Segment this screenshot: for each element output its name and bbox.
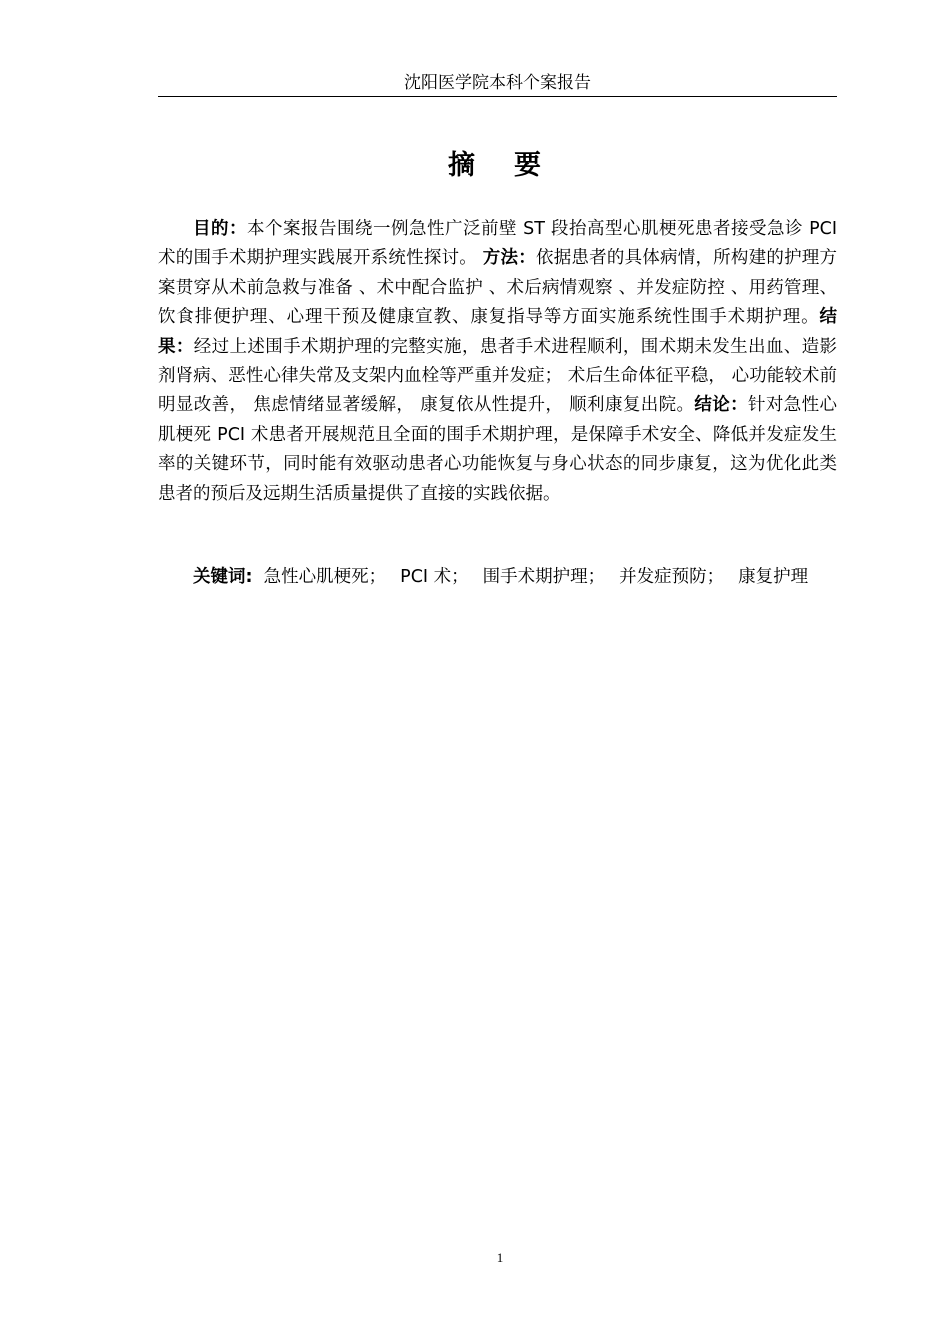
keyword-item: 康复护理 [738, 567, 809, 587]
conclusion-label: 结论： [694, 395, 748, 416]
objective-label: 目的： [193, 219, 248, 239]
page-number: 1 [496, 1250, 504, 1265]
result-text: 经过上述围手术期护理的完整实施，患者手术进程顺利，围术期未发生出血、造影剂肾病、恶性心律失常及支架内血栓等严重并发症； 术后生命体征平稳， 心功能较术前明显改善， 焦虑情绪显著缓解， 康复依从性提升， 顺利康复出院。 [158, 336, 838, 416]
page-header: 沈阳医学院本科个案报告 [404, 73, 591, 93]
conclusion-text: 针对急性心肌梗死 PCI 术患者开展规范且全面的围手术期护理，是保障手术安全、降低并发症发生率的关键环节，同时能有效驱动患者心功能恢复与身心状态的同步康复，这为优化此类患者的预后及远期生活质量提供了直接的实践依据。 [158, 395, 838, 504]
header-divider [158, 96, 837, 97]
keyword-item: PCI 术； [400, 567, 469, 587]
keyword-item: 围手术期护理； [482, 567, 606, 587]
abstract-title: 摘 要 [448, 150, 547, 181]
keyword-item: 并发症预防； [619, 567, 725, 587]
method-text: 依据患者的具体病情，所构建的护理方案贯穿从术前急救与准备 、术中配合监护 、术后病情观察 、并发症防控 、用药管理、饮食排便护理、心理干预及健康宣教、康复指导等方面实施系统性围手术期护理。 [158, 248, 838, 328]
abstract-body [158, 215, 837, 509]
objective-text: 本个案报告围绕一例急性广泛前壁 ST 段抬高型心肌梗死患者接受急诊 PCI 术的围手术期护理实践展开系统性探讨。 [158, 219, 838, 269]
keywords-label: 关键词: [193, 567, 253, 587]
method-label: 方法： [482, 248, 536, 269]
result-label: 结果： [158, 307, 837, 357]
keywords-line [158, 563, 837, 591]
keyword-item: 急性心肌梗死； [263, 567, 387, 587]
